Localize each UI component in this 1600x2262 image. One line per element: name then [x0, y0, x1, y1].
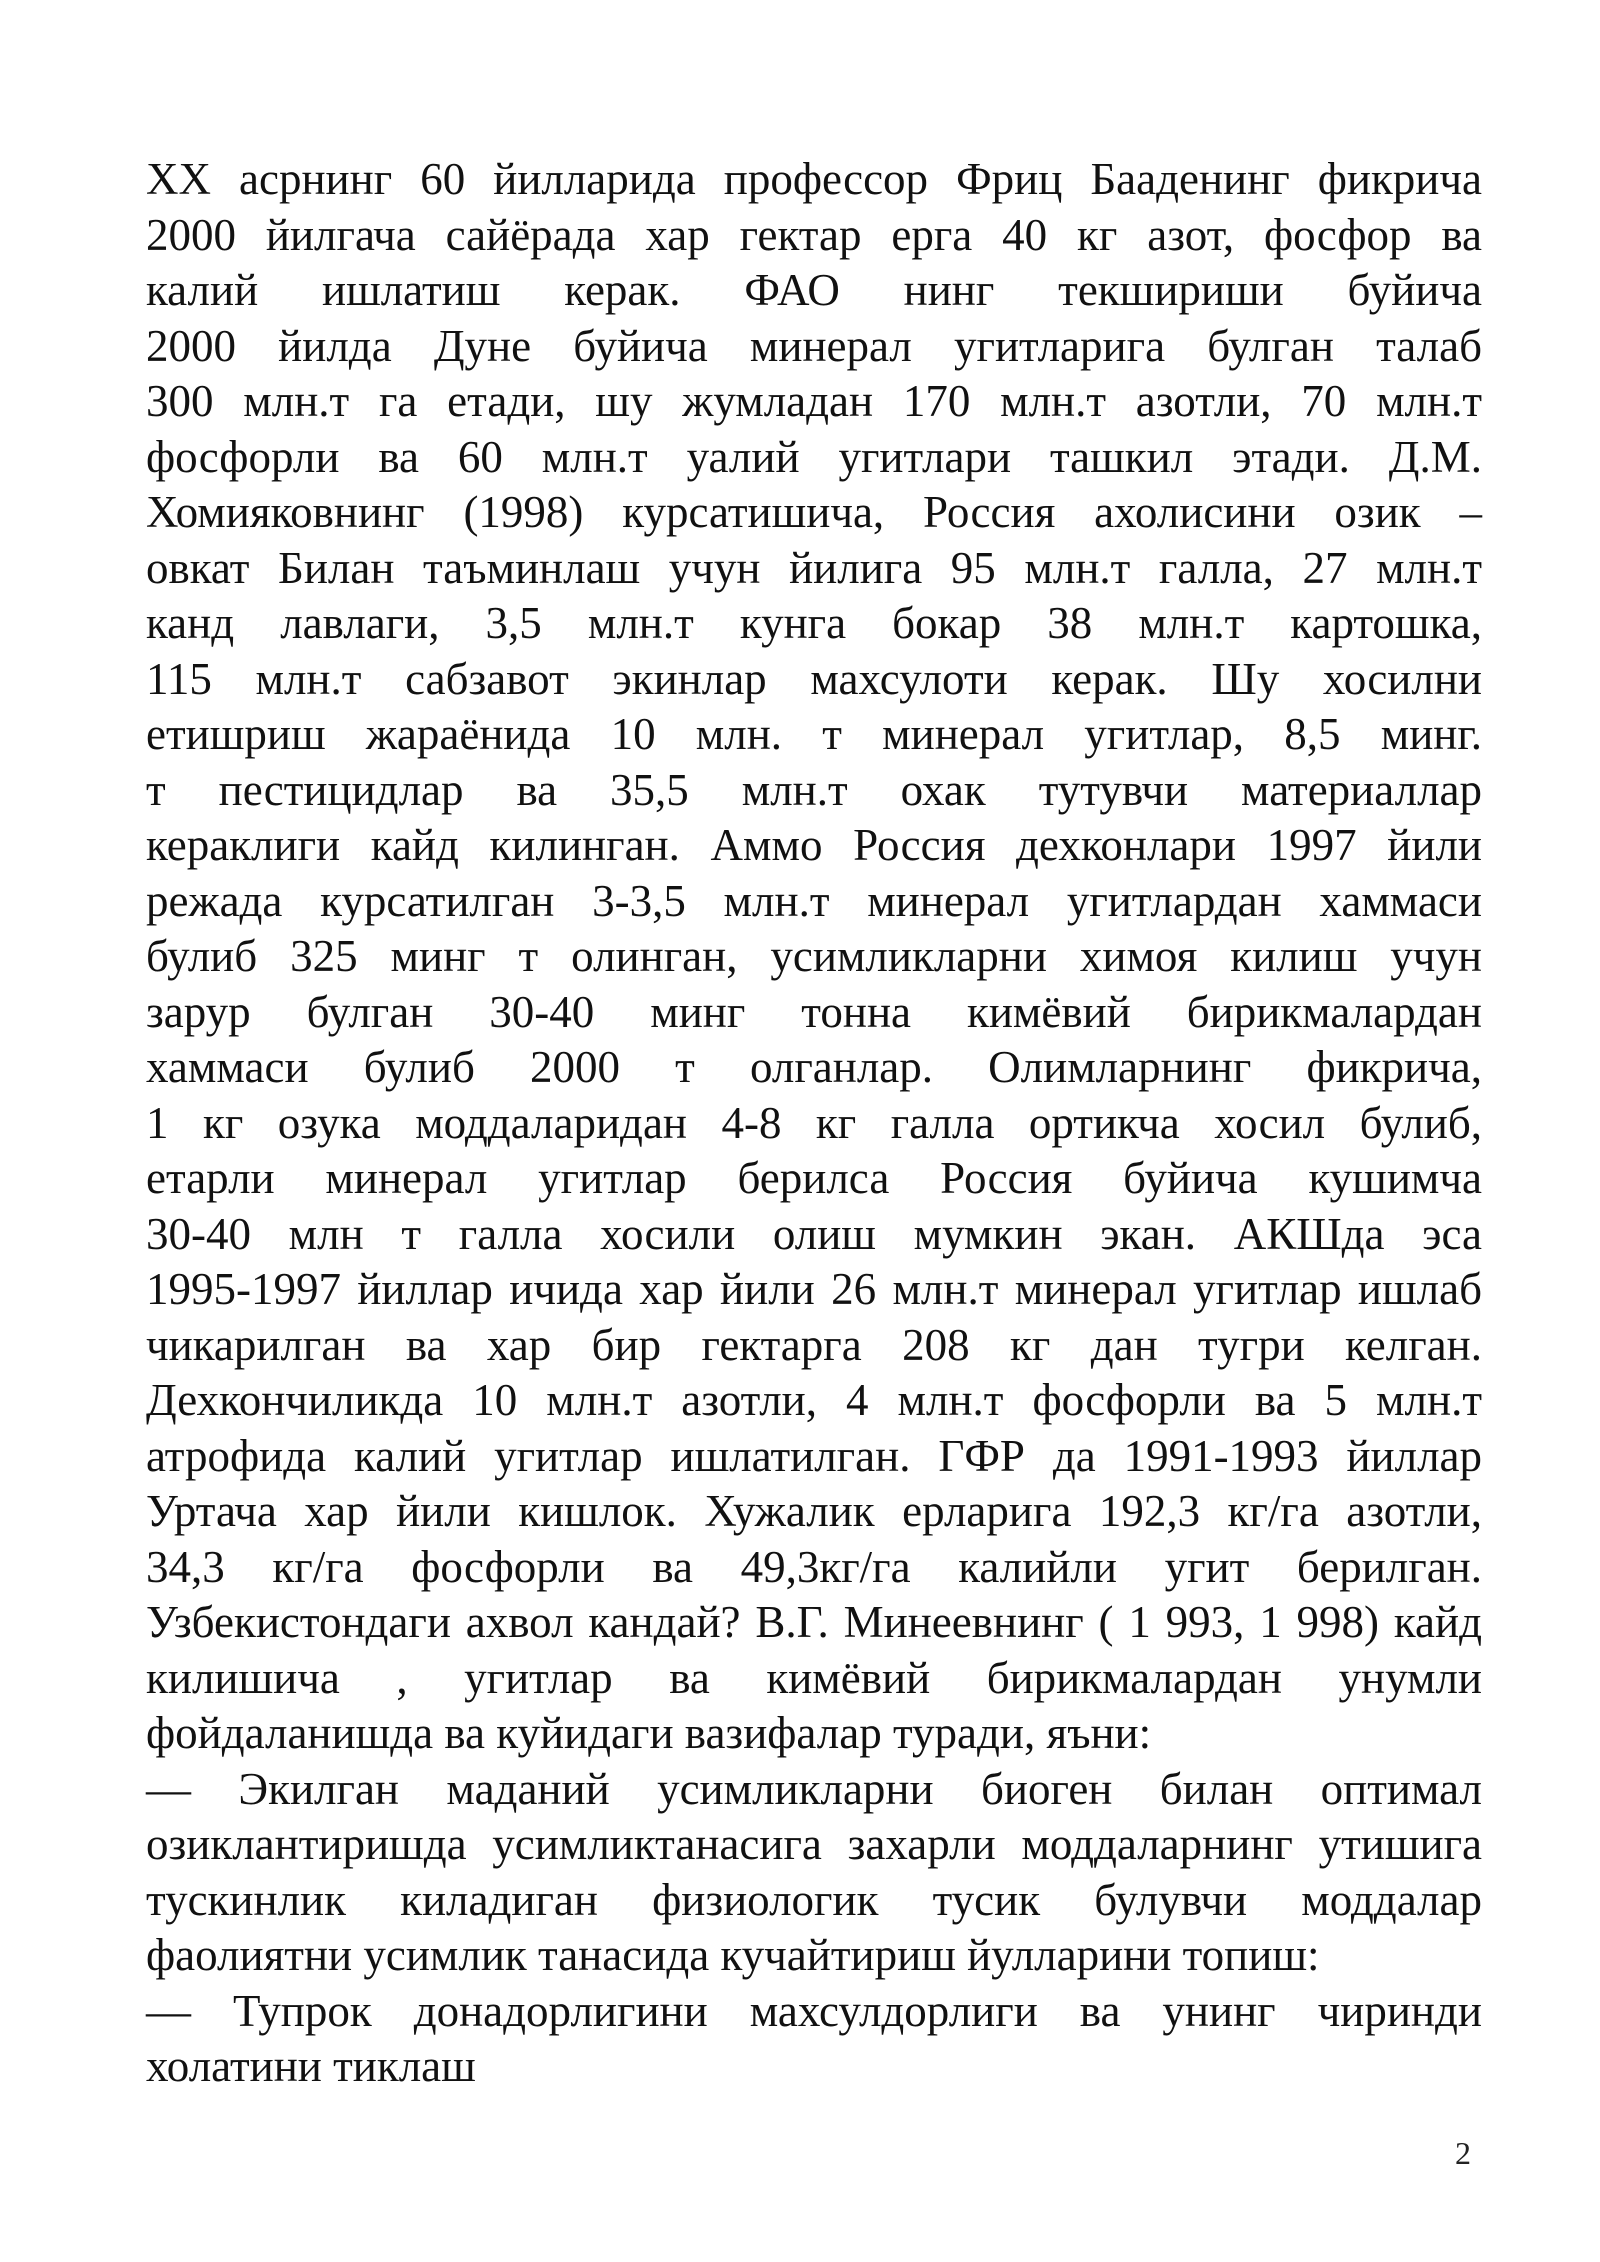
text-line: етишриш жараёнида 10 млн. т минерал угитлар, 8,5 минг.	[146, 709, 1482, 759]
text-line: — Экилган маданий усимликларни биоген билан оптимал	[146, 1763, 1482, 1814]
text-line: 1995-1997 йиллар ичида хар йили 26 млн.т минерал угитлар ишлаб	[146, 1264, 1482, 1314]
text-line: етарли минерал угитлар берилса Россия буйича кушимча	[146, 1153, 1482, 1203]
text-line: 34,3 кг/га фосфорли ва 49,3кг/га калийли угит берилган.	[146, 1541, 1482, 1592]
text-line: т пестицидлар ва 35,5 млн.т охак тутувчи материаллар	[146, 764, 1482, 815]
text-line: 1 кг озука моддаларидан 4-8 кг галла ортикча хосил булиб,	[146, 1097, 1482, 1148]
text-line: килишича , угитлар ва кимёвий бирикмалардан унумли	[146, 1652, 1482, 1703]
text-line: тускинлик киладиган физиологик тусик булувчи моддалар	[146, 1874, 1482, 1925]
text-line: Узбекистондаги ахвол кандай? В.Г. Минеевнинг ( 1 993, 1 998) кайд	[146, 1597, 1482, 1647]
body-text	[146, 152, 1482, 2095]
text-line: фаолиятни усимлик танасида кучайтириш йулларини топиш:	[146, 1930, 1320, 1980]
text-line: овкат Билан таъминлаш учун йилига 95 млн.т галла, 27 млн.т	[146, 542, 1482, 593]
text-line: озиклантиришда усимликтанасига захарли моддаларнинг утишига	[146, 1819, 1482, 1869]
text-line: 2000 йилда Дуне буйича минерал угитларига булган талаб	[146, 320, 1482, 371]
text-line: зарур булган 30-40 минг тонна кимёвий бирикмалардан	[146, 986, 1482, 1037]
text-line: Уртача хар йили кишлок. Хужалик ерларига 192,3 кг/га азотли,	[146, 1486, 1482, 1536]
text-line: канд лавлаги, 3,5 млн.т кунга бокар 38 млн.т картошка,	[146, 598, 1482, 648]
text-line: 115 млн.т сабзавот экинлар махсулоти керак. Шу хосилни	[146, 653, 1482, 704]
text-line: 2000 йилгача сайёрада хар гектар ерга 40 кг азот, фосфор ва	[146, 209, 1482, 260]
text-line: хаммаси булиб 2000 т олганлар. Олимларнинг фикрича,	[146, 1042, 1482, 1092]
text-line: режада курсатилган 3-3,5 млн.т минерал угитлардан хаммаси	[146, 875, 1482, 926]
text-line: фосфорли ва 60 млн.т уалий угитлари ташкил этади. Д.М.	[146, 431, 1482, 482]
page-number: 2	[1455, 2135, 1471, 2171]
text-line: калий ишлатиш керак. ФАО нинг текшириши буйича	[146, 265, 1482, 315]
text-line: холатини тиклаш	[146, 2041, 476, 2091]
text-line: фойдаланишда ва куйидаги вазифалар туради, яъни:	[146, 1708, 1152, 1758]
text-line: булиб 325 минг т олинган, усимликларни химоя килиш учун	[146, 931, 1482, 981]
text-line: 300 млн.т га етади, шу жумладан 170 млн.т азотли, 70 млн.т	[146, 376, 1482, 426]
text-line: Дехкончиликда 10 млн.т азотли, 4 млн.т фосфорли ва 5 млн.т	[146, 1375, 1482, 1425]
text-line: кераклиги кайд килинган. Аммо Россия дехконлари 1997 йили	[146, 820, 1482, 870]
text-line: Хомияковнинг (1998) курсатишича, Россия ахолисини озик –	[146, 487, 1482, 537]
text-line: 30-40 млн т галла хосили олиш мумкин экан. АКШда эса	[146, 1208, 1482, 1259]
text-line: атрофида калий угитлар ишлатилган. ГФР да 1991-1993 йиллар	[146, 1430, 1482, 1481]
text-line: чикарилган ва хар бир гектарга 208 кг дан тугри келган.	[146, 1319, 1482, 1370]
text-line: XX асрнинг 60 йилларида профессор Фриц Бааденинг фикрича	[146, 154, 1482, 204]
text-line: — Тупрок донадорлигини махсулдорлиги ва унинг чиринди	[146, 1985, 1482, 2036]
